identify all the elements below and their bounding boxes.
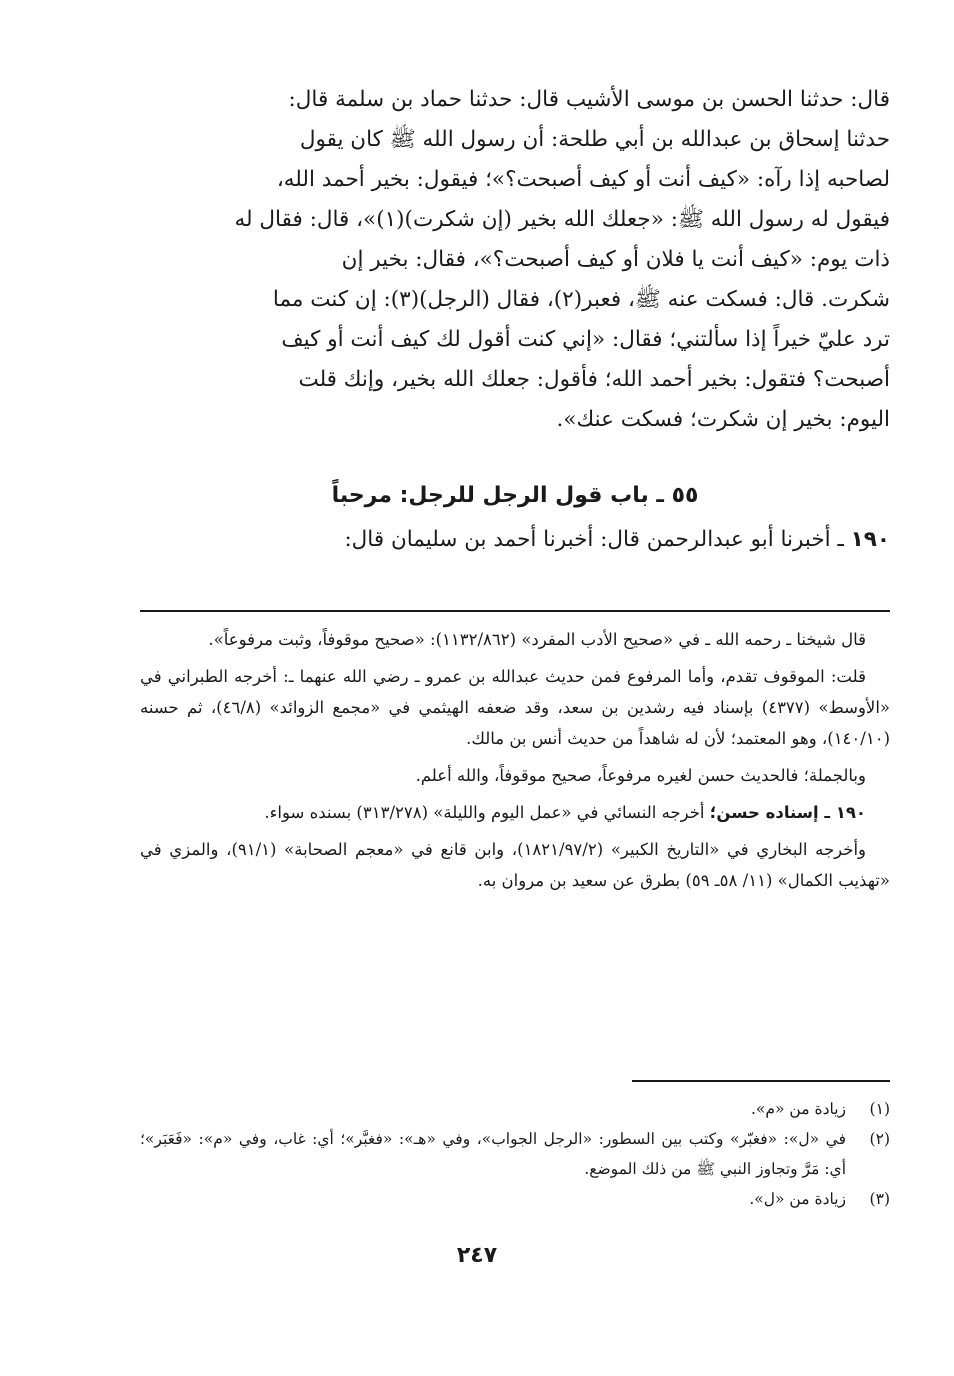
- isnad-grade: ١٩٠ ـ إسناده حسن؛: [709, 803, 866, 822]
- footnote: [140, 1094, 890, 1124]
- commentary-block: [140, 624, 890, 902]
- footnote-number: (٢): [869, 1130, 890, 1148]
- commentary-paragraph: قال شيخنا ـ رحمه الله ـ في «صحيح الأدب المفرد» (١١٣٢/٨٦٢): «صحيح موقوفاً، وثبت مرفوعاً».: [208, 630, 866, 649]
- footnote-number: (٣): [869, 1190, 890, 1208]
- commentary-paragraph: وبالجملة؛ فالحديث حسن لغيره مرفوعاً، صحيح موقوفاً، والله أعلم.: [415, 766, 866, 785]
- commentary-paragraph: [140, 797, 890, 828]
- commentary-text: أخرجه النسائي في «عمل اليوم والليلة» (٣١٣/٢٧٨) بسنده سواء.: [264, 803, 710, 822]
- hadith-number: ١٩٠: [850, 527, 890, 552]
- text-line: فيقول له رسول الله ﷺ: «جعلك الله بخير (إن شكرت)(١)»، قال: فقال له: [234, 207, 890, 232]
- hadith-start-text: ـ أخبرنا أبو عبدالرحمن قال: أخبرنا أحمد بن سليمان قال:: [344, 527, 851, 552]
- main-text-block: [140, 80, 890, 560]
- text-line: لصاحبه إذا رآه: «كيف أنت أو كيف أصبحت؟»؛ فيقول: بخير أحمد الله،: [276, 167, 890, 192]
- footnote-text: زيادة من «م».: [751, 1100, 846, 1118]
- footnote: [140, 1124, 890, 1184]
- hadith-text: [140, 80, 890, 440]
- footnotes: [140, 1094, 890, 1214]
- footnote-text: زيادة من «ل».: [749, 1190, 846, 1208]
- main-divider: [140, 610, 890, 612]
- text-line: ترد عليّ خيراً إذا سألتني؛ فقال: «إني كنت أقول لك كيف أنت أو كيف: [281, 327, 890, 352]
- text-line: أصبحت؟ فتقول: بخير أحمد الله؛ فأقول: جعلك الله بخير، وإنك قلت: [298, 367, 890, 392]
- text-line: شكرت. قال: فسكت عنه ﷺ، فعبر(٢)، فقال (الرجل)(٣): إن كنت مما: [272, 287, 890, 312]
- commentary-paragraph: وأخرجه البخاري في «التاريخ الكبير» (١٨٢١/٩٧/٢)، وابن قانع في «معجم الصحابة» (٩١/١)، والمزي في «تهذيب الكمال» (١١/ ٥٨ـ ٥٩) بطرق عن سعيد بن مروان به.: [140, 840, 890, 890]
- text-line: اليوم: بخير إن شكرت؛ فسكت عنك».: [556, 407, 890, 432]
- footnote: [140, 1184, 890, 1214]
- footnote-text: في «ل»: «فغبّر» وكتب بين السطور: «الرجل الجواب»، وفي «هـ»: «فغبَّر»؛ أي: غاب، وفي «م»: «فَعَبَر»؛ أي: مَرَّ وتجاوز النبي ﷺ من ذلك الموضع.: [140, 1130, 846, 1178]
- hadith-start-line: [140, 520, 890, 560]
- chapter-heading: ٥٥ ـ باب قول الرجل للرجل: مرحباً: [331, 483, 699, 508]
- text-line: قال: حدثنا الحسن بن موسى الأشيب قال: حدثنا حماد بن سلمة قال:: [288, 87, 890, 112]
- commentary-paragraph: قلت: الموقوف تقدم، وأما المرفوع فمن حديث عبدالله بن عمرو ـ رضي الله عنهما ـ: أخرجه الطبراني في «الأوسط» (٤٣٧٧) بإسناد فيه رشدين بن سعد، وقد ضعفه الهيثمي في «مجمع الزوائد» (٤٦/٨)، ثم حسنه (١٤٠/١٠)، وهو المعتمد؛ لأن له شاهداً من حديث أنس بن مالك.: [140, 667, 890, 748]
- text-line: ذات يوم: «كيف أنت يا فلان أو كيف أصبحت؟»، فقال: بخير إن: [341, 247, 890, 272]
- footnote-divider: [632, 1080, 890, 1082]
- text-line: حدثنا إسحاق بن عبدالله بن أبي طلحة: أن رسول الله ﷺ كان يقول: [299, 127, 890, 152]
- page-number: ٢٤٧: [456, 1243, 498, 1268]
- footnote-number: (١): [869, 1100, 890, 1118]
